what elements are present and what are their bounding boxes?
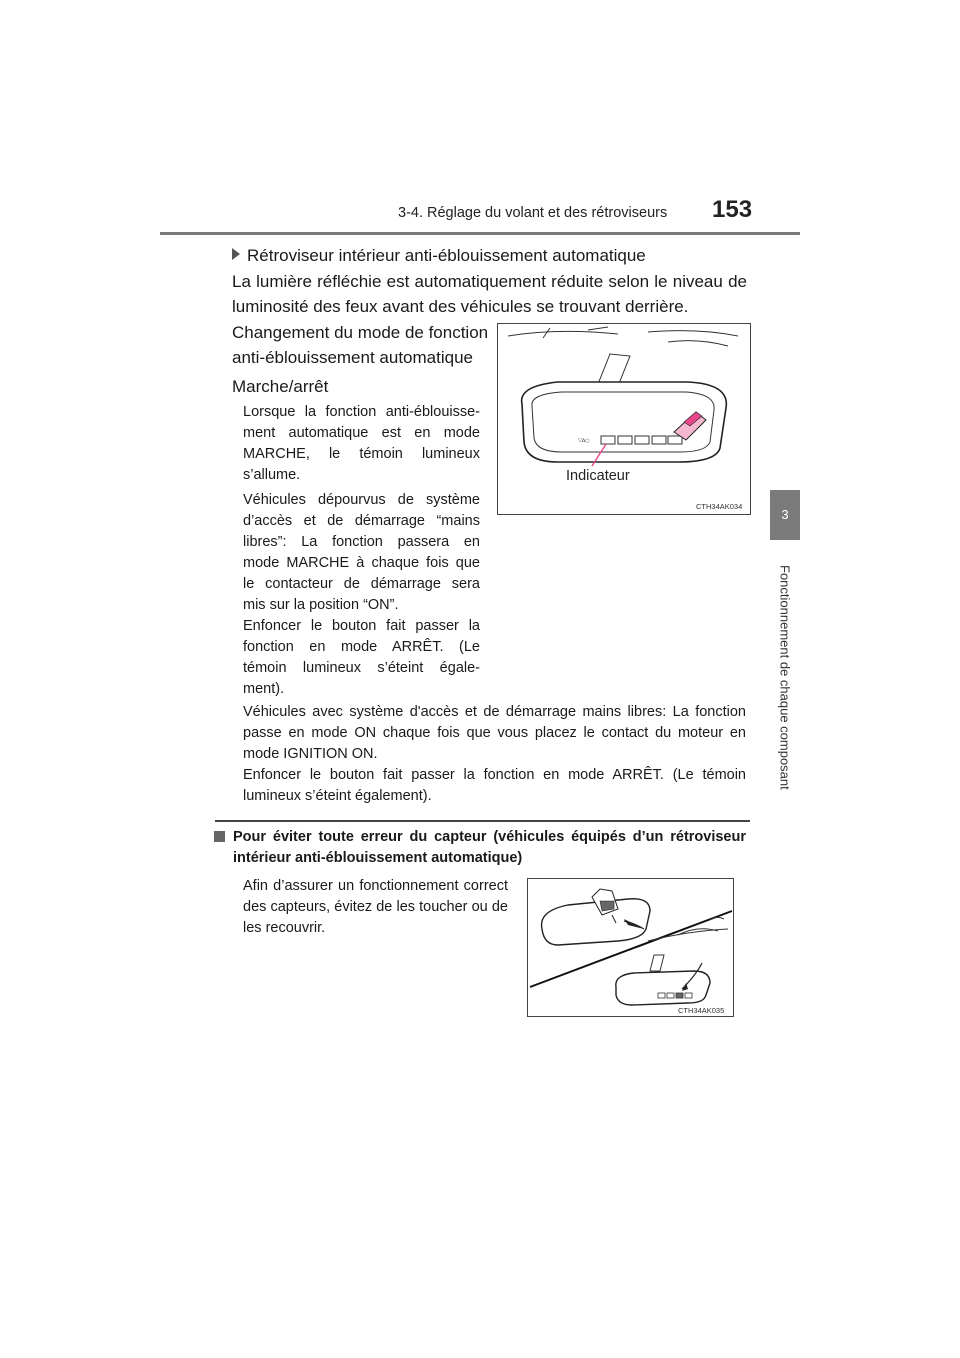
mirror-illustration (498, 324, 750, 514)
indicator-label: Indicateur (566, 468, 630, 484)
para2-line: mode MARCHE à chaque fois que (243, 555, 480, 571)
para5-line: lumineux s’éteint également). (243, 788, 432, 804)
header-rule (160, 232, 800, 235)
para1-line: MARCHE, le témoin lumineux (243, 446, 480, 462)
para1-line: Lorsque la fonction anti-éblouisse- (243, 404, 480, 420)
section-title: 3-4. Réglage du volant et des rétroviseurs (398, 205, 668, 221)
sensor-figure (527, 878, 734, 1017)
note-heading-text-1: Pour éviter toute erreur du capteur (véhicules équipés d’un rétroviseur (233, 829, 746, 845)
intro-line-1: La lumière réfléchie est automatiquement réduite selon le niveau de (232, 272, 747, 291)
chapter-title-container (770, 545, 800, 810)
para3-line: Enfoncer le bouton fait passer la (243, 618, 480, 634)
para3-line: témoin lumineux s’éteint égale- (243, 660, 480, 676)
sensor-illustration (528, 879, 733, 1016)
chapter-number: 3 (781, 507, 789, 522)
note-body-line: les recouvrir. (243, 920, 326, 936)
intro-line-2: luminosité des feux avant des véhicules se trouvant derrière. (232, 297, 689, 316)
triangle-bullet-icon (232, 248, 240, 260)
para4-line: passe en mode ON chaque fois que vous placez le contact du moteur en (243, 725, 746, 741)
subsection-heading-text: Rétroviseur intérieur anti-éblouissement automatique (247, 246, 646, 265)
para2-line: Véhicules dépourvus de système (243, 492, 480, 508)
chapter-tab (770, 490, 800, 540)
para4-line: mode IGNITION ON. (243, 746, 378, 762)
section-divider (215, 820, 750, 822)
mirror-figure (497, 323, 751, 515)
onoff-label: Marche/arrêt (232, 377, 329, 396)
note-heading-line-2: intérieur anti-éblouissement automatique) (233, 850, 523, 866)
para2-line: libres”: La fonction passera en (243, 534, 480, 550)
note-body-line: des capteurs, évitez de les toucher ou de (243, 899, 508, 915)
para2-line: mis sur la position “ON”. (243, 597, 399, 613)
page-number: 153 (712, 196, 753, 223)
subsection-heading (232, 243, 646, 268)
chapter-title: Fonctionnement de chaque composant (777, 565, 793, 790)
para1-line: ment automatique est en mode (243, 425, 480, 441)
square-bullet-icon (214, 831, 225, 842)
para1-line: s’allume. (243, 467, 301, 483)
para2-line: d’accès et de démarrage “mains (243, 513, 480, 529)
svg-text:▽∆○: ▽∆○ (578, 438, 590, 444)
para4-line: Véhicules avec système d'accès et de démarrage mains libres: La fonction (243, 704, 746, 720)
mode-line-1: Changement du mode de fonction (232, 323, 489, 342)
para3-line: ment). (243, 681, 285, 697)
mode-line-2: anti-éblouissement automatique (232, 348, 473, 367)
note-body-line: Afin d’assurer un fonctionnement correct (243, 878, 508, 894)
para5-line: Enfoncer le bouton fait passer la fonction en mode ARRÊT. (Le témoin (243, 767, 746, 783)
figure-code: CTH34AK034 (696, 502, 743, 511)
para3-line: fonction en mode ARRÊT. (Le (243, 639, 480, 655)
figure-code-2: CTH34AK035 (678, 1006, 725, 1015)
para2-line: le contacteur de démarrage sera (243, 576, 480, 592)
note-heading-line-1 (214, 827, 746, 848)
